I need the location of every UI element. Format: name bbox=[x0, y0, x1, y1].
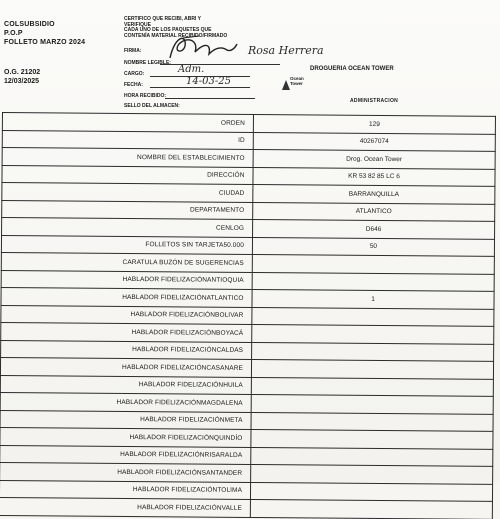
row-label: HABLADOR FIDELIZACIÓNTOLIMA bbox=[0, 480, 251, 499]
row-value: 40267074 bbox=[253, 132, 495, 151]
row-value: Drog. Ocean Tower bbox=[253, 149, 495, 168]
row-label: HABLADOR FIDELIZACIÓNATLANTICO bbox=[1, 287, 252, 306]
stamp-logo-icon bbox=[280, 78, 292, 92]
row-value: BARRANQUILLA bbox=[253, 184, 495, 203]
row-label: HABLADOR FIDELIZACIÓNVALLE bbox=[0, 497, 250, 516]
receipt-note-line: CERTIFICO QUE RECIBI, ABRI Y bbox=[124, 16, 201, 22]
sello-label: SELLO DEL ALMACEN: bbox=[124, 103, 180, 109]
row-label: HABLADOR FIDELIZACIÓNBOYACÁ bbox=[1, 322, 252, 341]
handwritten-name: Rosa Herrera bbox=[248, 44, 324, 57]
cargo-label: CARGO: bbox=[124, 71, 145, 77]
order-reference bbox=[4, 68, 40, 86]
row-label: DIRECCIÓN bbox=[2, 165, 253, 184]
row-label: HABLADOR FIDELIZACIÓNHUILA bbox=[0, 375, 251, 394]
nombre-label: NOMBRE LEGIBLE: bbox=[124, 60, 171, 66]
signature-icon bbox=[165, 30, 240, 65]
row-label: HABLADOR FIDELIZACIÓNANTIOQUIA bbox=[1, 270, 252, 289]
row-label: HABLADOR FIDELIZACIÓNQUINDÍO bbox=[0, 427, 251, 446]
row-value: 129 bbox=[253, 114, 495, 133]
row-label: HABLADOR FIDELIZACIÓNCASANARE bbox=[0, 357, 251, 376]
fecha-label: FECHA: bbox=[124, 82, 143, 88]
order-date: 12/03/2025 bbox=[4, 78, 40, 85]
row-value bbox=[251, 377, 493, 396]
firma-label: FIRMA: bbox=[124, 48, 142, 54]
row-value: ATLANTICO bbox=[253, 202, 495, 221]
store-name: DROGUERIA OCEAN TOWER bbox=[310, 66, 394, 72]
row-value bbox=[251, 429, 493, 448]
row-label: HABLADOR FIDELIZACIÓNMAGDALENA bbox=[0, 392, 251, 411]
row-value bbox=[252, 342, 494, 361]
row-label: NOMBRE DEL ESTABLECIMIENTO bbox=[2, 148, 253, 167]
handwritten-cargo: Adm. bbox=[178, 64, 205, 75]
row-label: HABLADOR FIDELIZACIÓNCALDAS bbox=[1, 340, 252, 359]
company-name: COLSUBSIDIO bbox=[4, 21, 55, 28]
row-value bbox=[251, 359, 493, 378]
row-label: ORDEN bbox=[2, 113, 253, 132]
row-value bbox=[250, 482, 492, 501]
company-sub: P.O.P bbox=[4, 30, 23, 37]
row-value: 1 bbox=[252, 289, 494, 308]
stamp-line: Ocean bbox=[290, 76, 304, 81]
row-value bbox=[251, 464, 493, 483]
table-row bbox=[0, 497, 492, 518]
row-label: ID bbox=[2, 130, 253, 149]
row-label: HABLADOR FIDELIZACIÓNMETA bbox=[0, 410, 251, 429]
row-label: CIUDAD bbox=[2, 183, 253, 202]
row-value bbox=[251, 447, 493, 466]
row-label: CENLOG bbox=[2, 218, 253, 237]
row-value bbox=[251, 394, 493, 413]
row-value bbox=[252, 324, 494, 343]
hora-line bbox=[165, 98, 255, 99]
receipt-note-line: CADA UNO DE LOS PAQUETES QUE bbox=[124, 27, 212, 33]
receipt-note-line: CONTENÍA MATERIAL RECIBIDO/FIRMADO bbox=[124, 32, 228, 39]
company-block bbox=[4, 20, 85, 47]
row-label: HABLADOR FIDELIZACIÓNSANTANDER bbox=[0, 462, 251, 481]
row-value bbox=[252, 272, 494, 291]
row-value bbox=[252, 254, 494, 273]
stamp-line: Tower bbox=[290, 81, 303, 86]
store-stamp bbox=[290, 76, 350, 86]
row-label: HABLADOR FIDELIZACIÓNBOLIVAR bbox=[1, 305, 252, 324]
row-value: D646 bbox=[253, 219, 495, 238]
row-value bbox=[251, 412, 493, 431]
brochure-title: FOLLETO MARZO 2024 bbox=[4, 39, 86, 46]
hora-label: HORA RECIBIDO: bbox=[124, 93, 167, 99]
row-value: 50 bbox=[252, 237, 494, 256]
order-number: O.G. 21202 bbox=[4, 69, 41, 76]
stamp-admin: ADMINISTRACION bbox=[350, 98, 399, 104]
row-value: KR 53 82 85 LC 6 bbox=[253, 167, 495, 186]
handwritten-date: 14-03-25 bbox=[186, 76, 231, 87]
row-label: HABLADOR FIDELIZACIÓNRISARALDA bbox=[0, 445, 251, 464]
row-label: CARATULA BUZÓN DE SUGERENCIAS bbox=[1, 252, 252, 271]
row-label: FOLLETOS SIN TARJETA50.000 bbox=[1, 235, 252, 254]
row-value bbox=[252, 307, 494, 326]
row-label: DEPARTAMENTO bbox=[2, 200, 253, 219]
row-value bbox=[250, 499, 492, 518]
fecha-line bbox=[150, 87, 250, 88]
receipt-note-line: VERIFIQUE bbox=[124, 21, 151, 28]
delivery-table bbox=[0, 112, 496, 519]
